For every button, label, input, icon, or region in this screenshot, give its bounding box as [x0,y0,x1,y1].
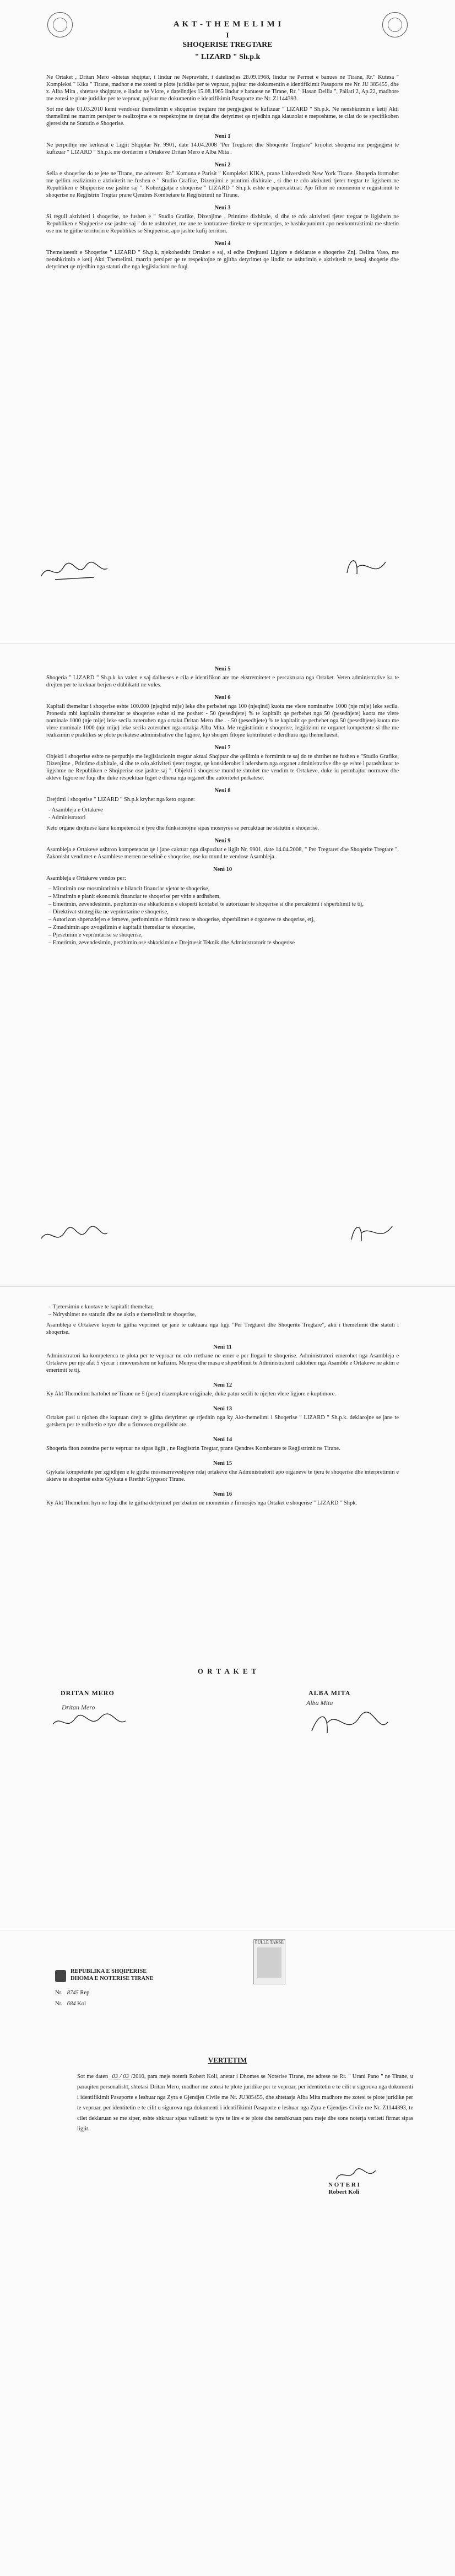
article-title: Neni 2 [214,162,231,168]
article-text: Ky Akt Themelimi hartohet ne Tirane ne 5 (pese) ekzemplare origjinale, duke patur secili te njejten vlere ligjore e kuptimore. [46,1391,337,1397]
article-title: Neni 11 [213,1344,232,1350]
handwritten-name-alba-mita: Alba Mita [306,1699,333,1707]
partner-name-dritan-mero: DRITAN MERO [61,1689,115,1697]
article-text: Kapitali themeltar i shoqerise eshte 100.000 (njeqind mije) leke dhe perbehet nga 100 (njeqind) kuota me vlere nominative 1000 (nje mije) leke secila. Pronesia mbi kapitalin themeltar te shoqerise eshte si me poshte: - 50 (pesedhjete) % te kapitalit qe perbehet nga 50 (pesedhjete) kuota me vlere nominale 1000 (nje mije) leke secila zoteruhen nga ortaku Dritan Mero dhe . - 50 (pesedhjete) % te kapitalit qe perbehet nga 50 (pesedhjete) kuota me vlere nominale 1000 (nje mije) leke secila zoteruhen nga ortakja Alba Mita. Me regjistrimin e shoqerise, legjitizimi ne organet kompetente si dhe me realizimin e praktikes se plote perkatese administrative dhe ligjore, kjo shoqeri fitojne kontributet e derdhura nga themelluesit. [46,703,399,738]
article-title: Neni 8 [214,788,231,794]
list-item: – Direktivat strategjike ne veprimtarine e shoqerise, [48,909,169,915]
article-text: Ne perputhje me kerkesat e Ligjit Shqiptar Nr. 9901, date 14.04.2008 "Per Tregtaret dhe Shoqerite Tregtare" krijohet shoqeria me pergjegjesi te kufizuar " LIZARD " Sh.p.k me dorderim e Ortakeve Dritan Mero e Alba Mita . [46,142,399,155]
list-item: – Miratimin ose mosmiratimin e bilancit financiar vjetor te shoqerise, [48,886,210,892]
article-text: Asambleja e Ortakeve kryen te gjitha veprimet qe jane te caktuara nga ligji "Per Tregtaret dhe Shoqerite Tregtare", akti i themelimit dhe statuti i shoqerise. [46,1322,399,1335]
article-text: Drejtimi i shoqerise " LIZARD " Sh.p.k kryhet nga keto organe: [46,797,195,803]
article-text: Themelueesit e Shoqerise " LIZARD " Sh.p.k, njekohesisht Ortaket e saj, si edhe Drejtuesi Ligjore e deklarate e shoqerise Znj. Delina Vaso, me nenshkrimin e ketij Akti Themelimi, marrin persiper qe te respektojne te gjitha detyrimet qe lindin ne ushtrimin e aktivitetit te kesaj shoqerie dhe detyrimet qe rrjedhin nga statuti dhe nga legjislacioni ne fuqi. [46,250,399,270]
initials-signature-right-icon [342,551,391,582]
company-name-heading: " LIZARD " Sh.p.k [194,53,261,61]
intro-section [46,74,399,274]
notary-label: N O T E R I [328,2182,360,2188]
article-text: Ortaket pasi u njohen dhe kuptuan drejt te gjitha detyrimet qe rrjedhin nga ky Akt-themelimi i Shoqerise " LIZARD " Sh.p.k. deklarojne se jane te gatshem per te vullnetin e tyre dhe u firmosen rregullisht ate. [46,1415,399,1428]
article-title: Neni 3 [214,205,231,211]
register-number-line [55,1990,89,1996]
register-rep-label: Rep [80,1990,90,1996]
notary-name: Robert Koli [328,2189,360,2195]
article-text: Ky Akt Themelimi hyn ne fuqi dhe te gjitha detyrimet per zbatim ne momentin e firmosjes nga Ortaket e shoqerise " LIZARD " Shpk. [46,1500,358,1506]
document-page-3 [0,1287,455,1930]
list-item: – Emerimin, zevendesimin, perzhimin ose shkarkimin e eksperti kontabel te autorizuar te shoqerise si dhe percaktimi i shperblimit te tij, [48,901,364,907]
register-kol-label: Kol [77,2001,86,2007]
article-text: Shoqeria fiton zotesine per te vepruar ne sipas ligjit , ne Regjistrin Tregtar, prane Qendres Kombetare te Regjistrimit ne Tirane. [46,1446,340,1452]
article-text: Objekti i shoqerise eshte ne perputhje me legjislacionin tregtar aktual Shqiptar dhe qellimin e formimit te saj do te shtrihet ne fushen e "Studio Grafike, Dizenjime , Printime dixhitale, si dhe te cdo aktiviteti tjeter tregtar, qe konsiderohet i ndershem nga organet administrative dhe qe eshte i parashikuar te ligjshme ne Republiken e Shqiperise ose jashte saj ". Objekti i shoqerise mund te shtohet me vendim te Ortakeve, duke iu permbajtur normave dhe akteve ligjore ne fuqi dhe duke respektuar ligjet e dhena nga organet dhe autoritetet perkatese. [46,754,399,781]
collection-number: 684 [67,2001,76,2007]
initials-signature-right-icon [347,1216,397,1247]
albanian-eagle-emblem-icon [55,1970,66,1982]
article-title: Neni 4 [214,241,231,247]
document-title: A K T - T H E M E L I M I [173,20,282,29]
company-type-heading: SHOQERISE TREGTARE [182,41,273,49]
register-nr-label: Nr. [55,1990,63,1996]
article-title: Neni 13 [213,1406,232,1412]
article-title: Neni 7 [214,745,231,751]
articles-section-2 [46,665,399,950]
initials-signature-left-icon [39,556,110,584]
verification-text-start: Sot me daten [77,2074,109,2080]
article-text: Asambleja e Ortakeve ushtron kompetencat qe i jane caktuar nga dispozitat e ligjit Nr. 9901, date 14.04.2008, " Per Tregtaret dhe Shoqerite Tregtare ". Zakonisht vendimet e Asamblese merren ne selinë e shoqerise, ose ku mund te vendose Asambleja. [46,847,399,860]
article-text: Shoqeria " LIZARD " Sh.p.k ka valen e saj dallueses e cila e identifikon ate me ekstremitetet e percaktuara nga Ortaket. Veten administrative ka te drejten per te krekuar berjen e dublikatit ne vules. [46,675,399,688]
signature-dritan-mero-icon [51,1711,128,1733]
handwritten-name-dritan-mero: Dritan Mero [62,1703,95,1711]
document-page-1 [0,0,455,643]
office-country: REPUBLIKA E SHQIPERISE [71,1968,147,1974]
article-title: Neni 12 [213,1382,232,1388]
intro-paragraph: Ne Ortaket , Dritan Mero -shtetas shqiptar, i lindur ne Nepravisht, i datelindjes 28.09.1968, lindur ne Permet e banues ne Tirane, Rr." Kutesa " Kompleksi " Kika " Tirane, madhor e me zotesi te plote juridike per te vepruar, pajisur me dokumentin e identifikimit Pasaporte me Nr. JU 385455, dhe z. Alba Mita , shtetase shqiptare, e lindur ne Vlore, e datelindjes 15.08.1965 lindur e banuese ne Tirane, Rr. " Hasan Dellia ", Pallati 2, Ap.22, madhore me zotesi te plote juridike per te vepruar, pajisur me dokumentin e identifikimit Pasaporte me Nr. Z1144393. [46,74,399,102]
list-item: - Administratori [48,815,86,821]
article-title: Neni 5 [214,666,231,672]
article-title: Neni 9 [214,838,231,844]
article-text: Gjykata kompetente per zgjidhjen e te gjitha mosmarreveshjeve ndaj ortakeve dhe Administratorit apo organeve te tjera te shoqerise dhe interpretimin e akteve te shoqerise eshte Gjykata e Rrethit Gjyqesor Tirane. [46,1469,399,1482]
list-item: – Pjesetimin e veprimtarise se shoqerise, [48,932,143,938]
assembly-powers-list-continued [46,1303,399,1318]
title-conjunction: I [226,31,229,39]
list-item: – Autorizon shpenzdejen e femeve, perfomimin e fitimit neto te shoqerise, shperblimet e organeve te shoqerise, etj, [48,917,315,923]
article-text: Keto organe drejtuese kane kompetencat e tyre dhe funksionojne sipas mosnyres se percaktuar ne statutin e shoqerise. [46,825,319,831]
partners-heading: O R T A K E T [197,1667,258,1675]
list-item: – Zmadhimin apo zvogelimin e kapitalit themeltar te shoqerise, [48,924,196,930]
article-title: Neni 1 [214,133,231,139]
governing-organs-list [46,807,399,821]
notary-signature-icon [334,2165,378,2184]
article-title: Neni 10 [213,867,232,873]
partner-name-alba-mita: ALBA MITA [308,1689,351,1697]
verification-title: VERTETIM [208,2056,247,2064]
tax-stamp-image-icon [257,1947,281,1978]
list-item: – Ndryshimet ne statutin dhe ne aktin e themelimit te shoqerise, [48,1312,196,1318]
list-item: – Emerimin, zevendesimin, perzhimin ose shkarkimin e Drejtuesit Teknik dhe Administratorit te shoqerise [48,940,295,946]
verification-text [77,2071,413,2134]
tax-stamp [253,1939,285,1984]
assembly-powers-list [46,885,399,946]
intro-paragraph: Sot me date 01.03.2010 kemi vendosur themelimin e shoqerise tregtare me pergjegjesi te kufizuar " LIZARD " Sh.p.k. Ne nenshkrimin e ketij Akti themelimi ne marrim persiper te realizojme e te respektojme te drejtat dhe detyrimet qe rrjedhin nga klauzolat e meposhtme, te cilat do te specifikohen gjeresisht ne Statutin e Shoqerise. [46,106,399,127]
article-text: Selia e shoqerise do te jete ne Tirane, me adresen: Rr." Komuna e Parisit " Kompleksi KIKA, prane Universitetit New York Tirane. Shoqeria formohet me qellim realizimin e aktivitetit ne fushen e " Studio Grafike, Dizenjimi e printimi dixhitale , si dhe te cdo aktiviteti tjeter tregtar te ligjshem ne Republiken e Shqiperise ose jashte saj ". Kohezgjatja e shoqerise " LIZARD " Sh.p.k eshte e papercaktuar. Ajo fillon ne momentin e regjistrimit te shoqerise ne Regjistrin Tregtar prane Qendres Kombetare te Regjistrimit ne Tirane. [46,171,399,198]
verification-text-body: , para meje noterit Robert Koli, anetar i Dhomes se Noterise Tirane, me adrese ne Rr. " Urani Pano " ne Tirane, u paraqiten personalisht, shtetasi Dritan Mero, madhor me zotesi te plote juridike per te vepruar, per identitetin e te cilit u sigurova nga dokumenti i identifikimit Pasaporte e leshuar nga Zyra e Gjendjes Civile me Nr. JU385455, dhe shtetasja Alba Mita madhore me zotesi te plote juridike per te vepruar, per identitetin e te cilit u sigurova nga dokumenti i identifikimit Pasaporte e leshuar nga Zyra e Gjendjes Civile me Nr. Z1144393, te cilet deklaruan se me siper, eshte shkruar sipas vullnetit te tyre te lire e te plote dhe nenshkruan para meje dhe sone noterja veriteti firmat sipas ligjit. [77,2074,414,2132]
collection-number-line [55,2001,86,2007]
article-title: Neni 14 [213,1437,232,1443]
list-item: – Miratimin e planit ekonomik financiar te shoqerise per vitin e ardhshem, [48,894,221,900]
signature-alba-mita-icon [308,1706,391,1744]
article-title: Neni 6 [214,695,231,701]
article-text: Asambleja e Ortakeve vendos per: [46,875,126,881]
document-page-2 [0,643,455,1287]
register-number: 8745 [67,1990,79,1996]
tax-stamp-label: PULLE TAKSE [255,1940,284,1945]
verification-date: 03 / 03 [110,2074,131,2080]
article-title: Neni 15 [213,1460,232,1466]
articles-section-3 [46,1303,399,1510]
list-item: - Asambleja e Ortakeve [48,807,103,813]
notary-office-header [71,1968,154,1982]
list-item: – Tjetersimin e kuotave te kapitalit themeltar, [48,1304,154,1310]
article-text: Administratori ka kompetenca te plota per te vepruar ne cdo rrethane ne emer e per llogari te shoqerise. Administratori emerohet nga Asambleja e Ortakeve per nje afat 5 vjecar i rinovueshem ne kufizim. Menyra dhe masa e shperblimit te Administratorit caktohen nga Asamble e Ortakeve ne aktin e emerimit te tij. [46,1353,399,1373]
document-page-4 [0,1930,455,2576]
article-title: Neni 16 [213,1491,232,1497]
office-chamber: DHOMA E NOTERISE TIRANE [71,1976,154,1982]
article-text: Si regull aktiviteti i shoqerise, ne fushen e " Studio Grafike, Dizenjime , Printime dixhitale, si dhe te cdo aktiviteti tjeter tregtar te ligjshem ne Republiken e Shqiperise ose jashte saj " do te ushtrohet, me ane te kontratave direkte te sipermarrjes, te bashkepunimit apo nenkontraktimit me shtetin ose me te gjithe territorin e Republikes se Shqiperise, apo jashte kufij territori. [46,214,399,234]
initials-signature-left-icon [39,1222,110,1249]
verification-year: /2010 [131,2074,144,2080]
register-nr-label: Nr. [55,2001,63,2007]
